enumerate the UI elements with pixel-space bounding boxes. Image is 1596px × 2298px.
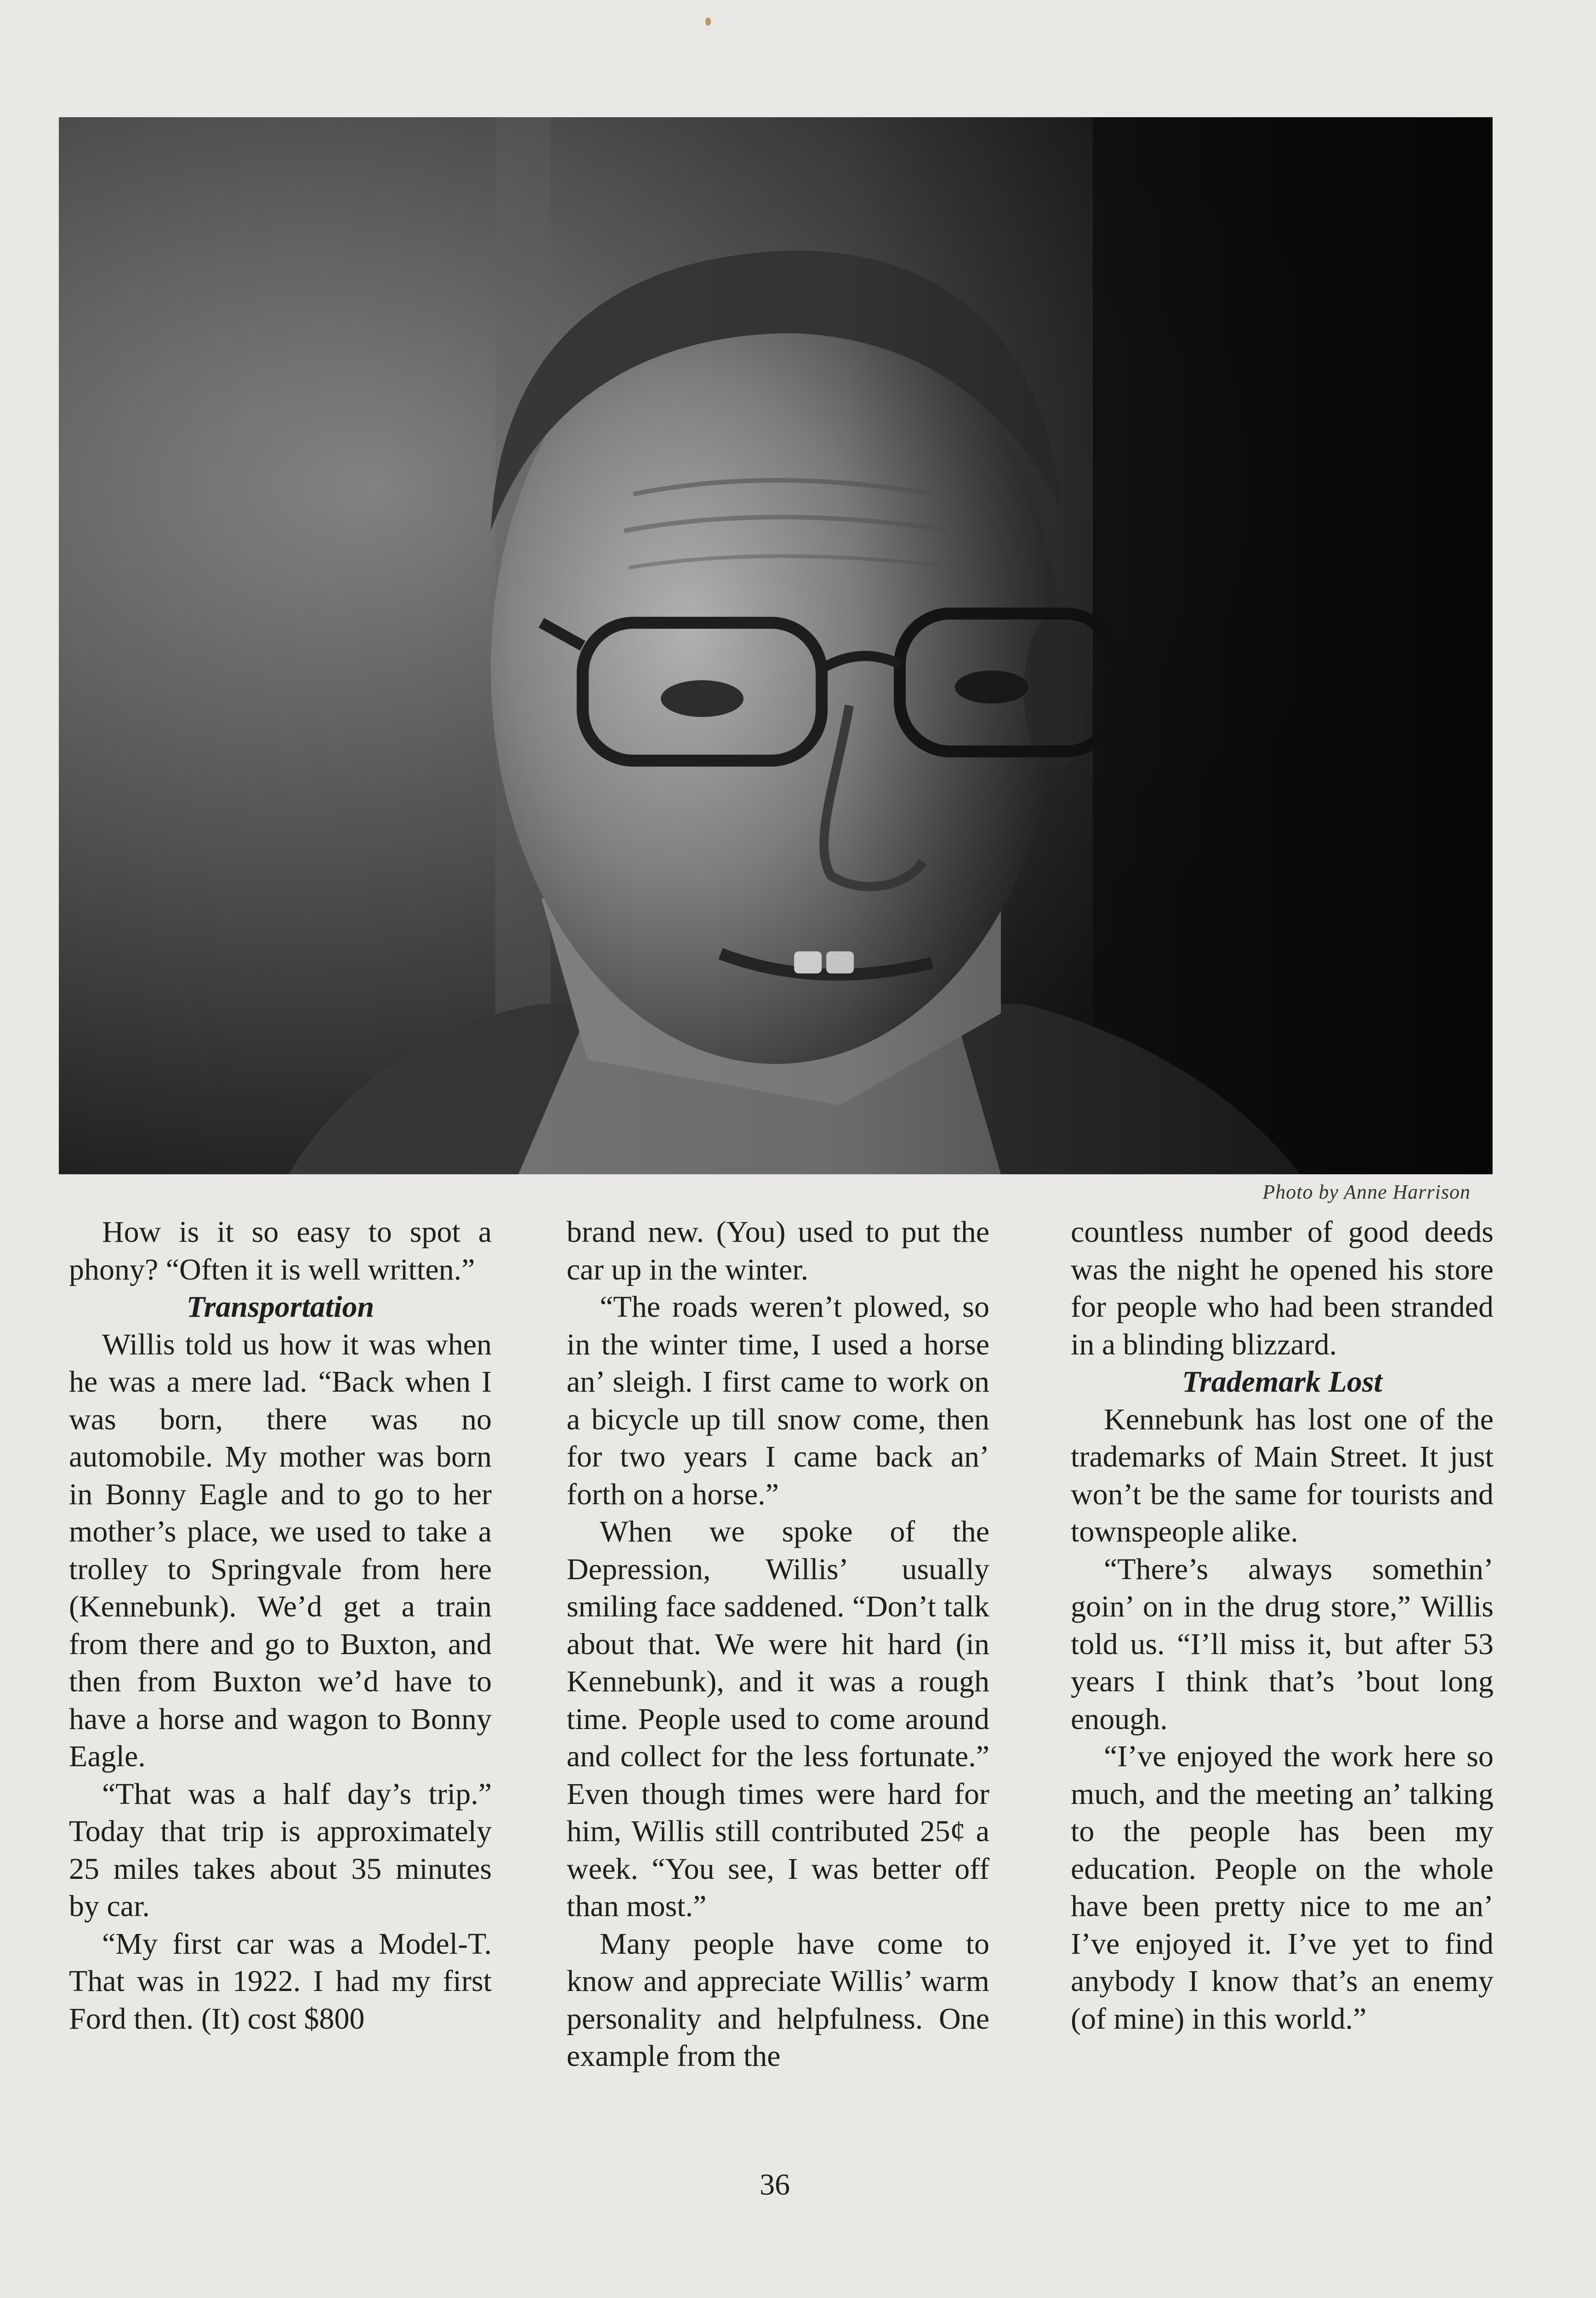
paragraph: “My first car was a Model-T. That was in 1922. I had my first Ford then. (It) cost $800 <box>69 1927 492 2036</box>
paragraph: Willis told us how it was when he was a mere lad. “Back when I was born, there was no automobile. My mother was born in Bonny Eagle and to go to her mother’s place, we used to take a trolley to Springvale from here (Kennebunk). We’d get a train from there and go to Buxton, and then from Buxton we’d have to have a horse and wagon to Bonny Eagle. <box>69 1327 492 1773</box>
page-number: 36 <box>760 2168 790 2201</box>
paragraph: “The roads weren’t plowed, so in the winter time, I used a horse an’ sleigh. I first came to work on a bicycle up till snow come, then for two years I came back an’ forth on a horse.” <box>567 1290 989 1511</box>
paragraph: How is it so easy to spot a phony? “Often it is well written.” <box>69 1215 492 1286</box>
paragraph: brand new. (You) used to put the car up in the winter. <box>567 1215 989 1286</box>
paragraph: “I’ve enjoyed the work here so much, and the meeting an’ talking to the people has been my education. People on the whole have been pretty nice to me an’ I’ve enjoyed it. I’ve yet to find anybody I know that’s an enemy (of mine) in this world.” <box>1071 1740 1494 2036</box>
paragraph: Many people have come to know and appreciate Willis’ warm personality and helpfulness. One example from the <box>567 1927 989 2073</box>
portrait-illustration <box>59 117 1493 1174</box>
column-2 <box>567 1213 989 2075</box>
section-heading-transportation: Transportation <box>186 1290 375 1324</box>
section-heading-trademark-lost: Trademark Lost <box>1182 1365 1382 1399</box>
portrait-photo <box>59 117 1493 1174</box>
paragraph: “That was a half day’s trip.” Today that trip is approximately 25 miles takes about 35 minutes by car. <box>69 1777 492 1923</box>
paragraph: countless number of good deeds was the night he opened his store for people who had been stranded in a blinding blizzard. <box>1071 1215 1494 1361</box>
column-1 <box>69 1213 492 2037</box>
column-3 <box>1071 1213 1494 2037</box>
paragraph: When we spoke of the Depression, Willis’ usually smiling face saddened. “Don’t talk about that. We were hit hard (in Kennebunk), and it was a rough time. People used to come around and collect for the less fortunate.” Even though times were hard for him, Willis still contributed 25¢ a week. “You see, I was better off than most.” <box>567 1515 989 1923</box>
page-speck <box>705 17 711 26</box>
photo-credit: Photo by Anne Harrison <box>1262 1181 1471 1203</box>
paragraph: “There’s always somethin’ goin’ on in the drug store,” Willis told us. “I’ll miss it, but after 53 years I think that’s ’bout long enough. <box>1071 1552 1494 1736</box>
paragraph: Kennebunk has lost one of the trademarks of Main Street. It just won’t be the same for tourists and townspeople alike. <box>1071 1402 1494 1548</box>
